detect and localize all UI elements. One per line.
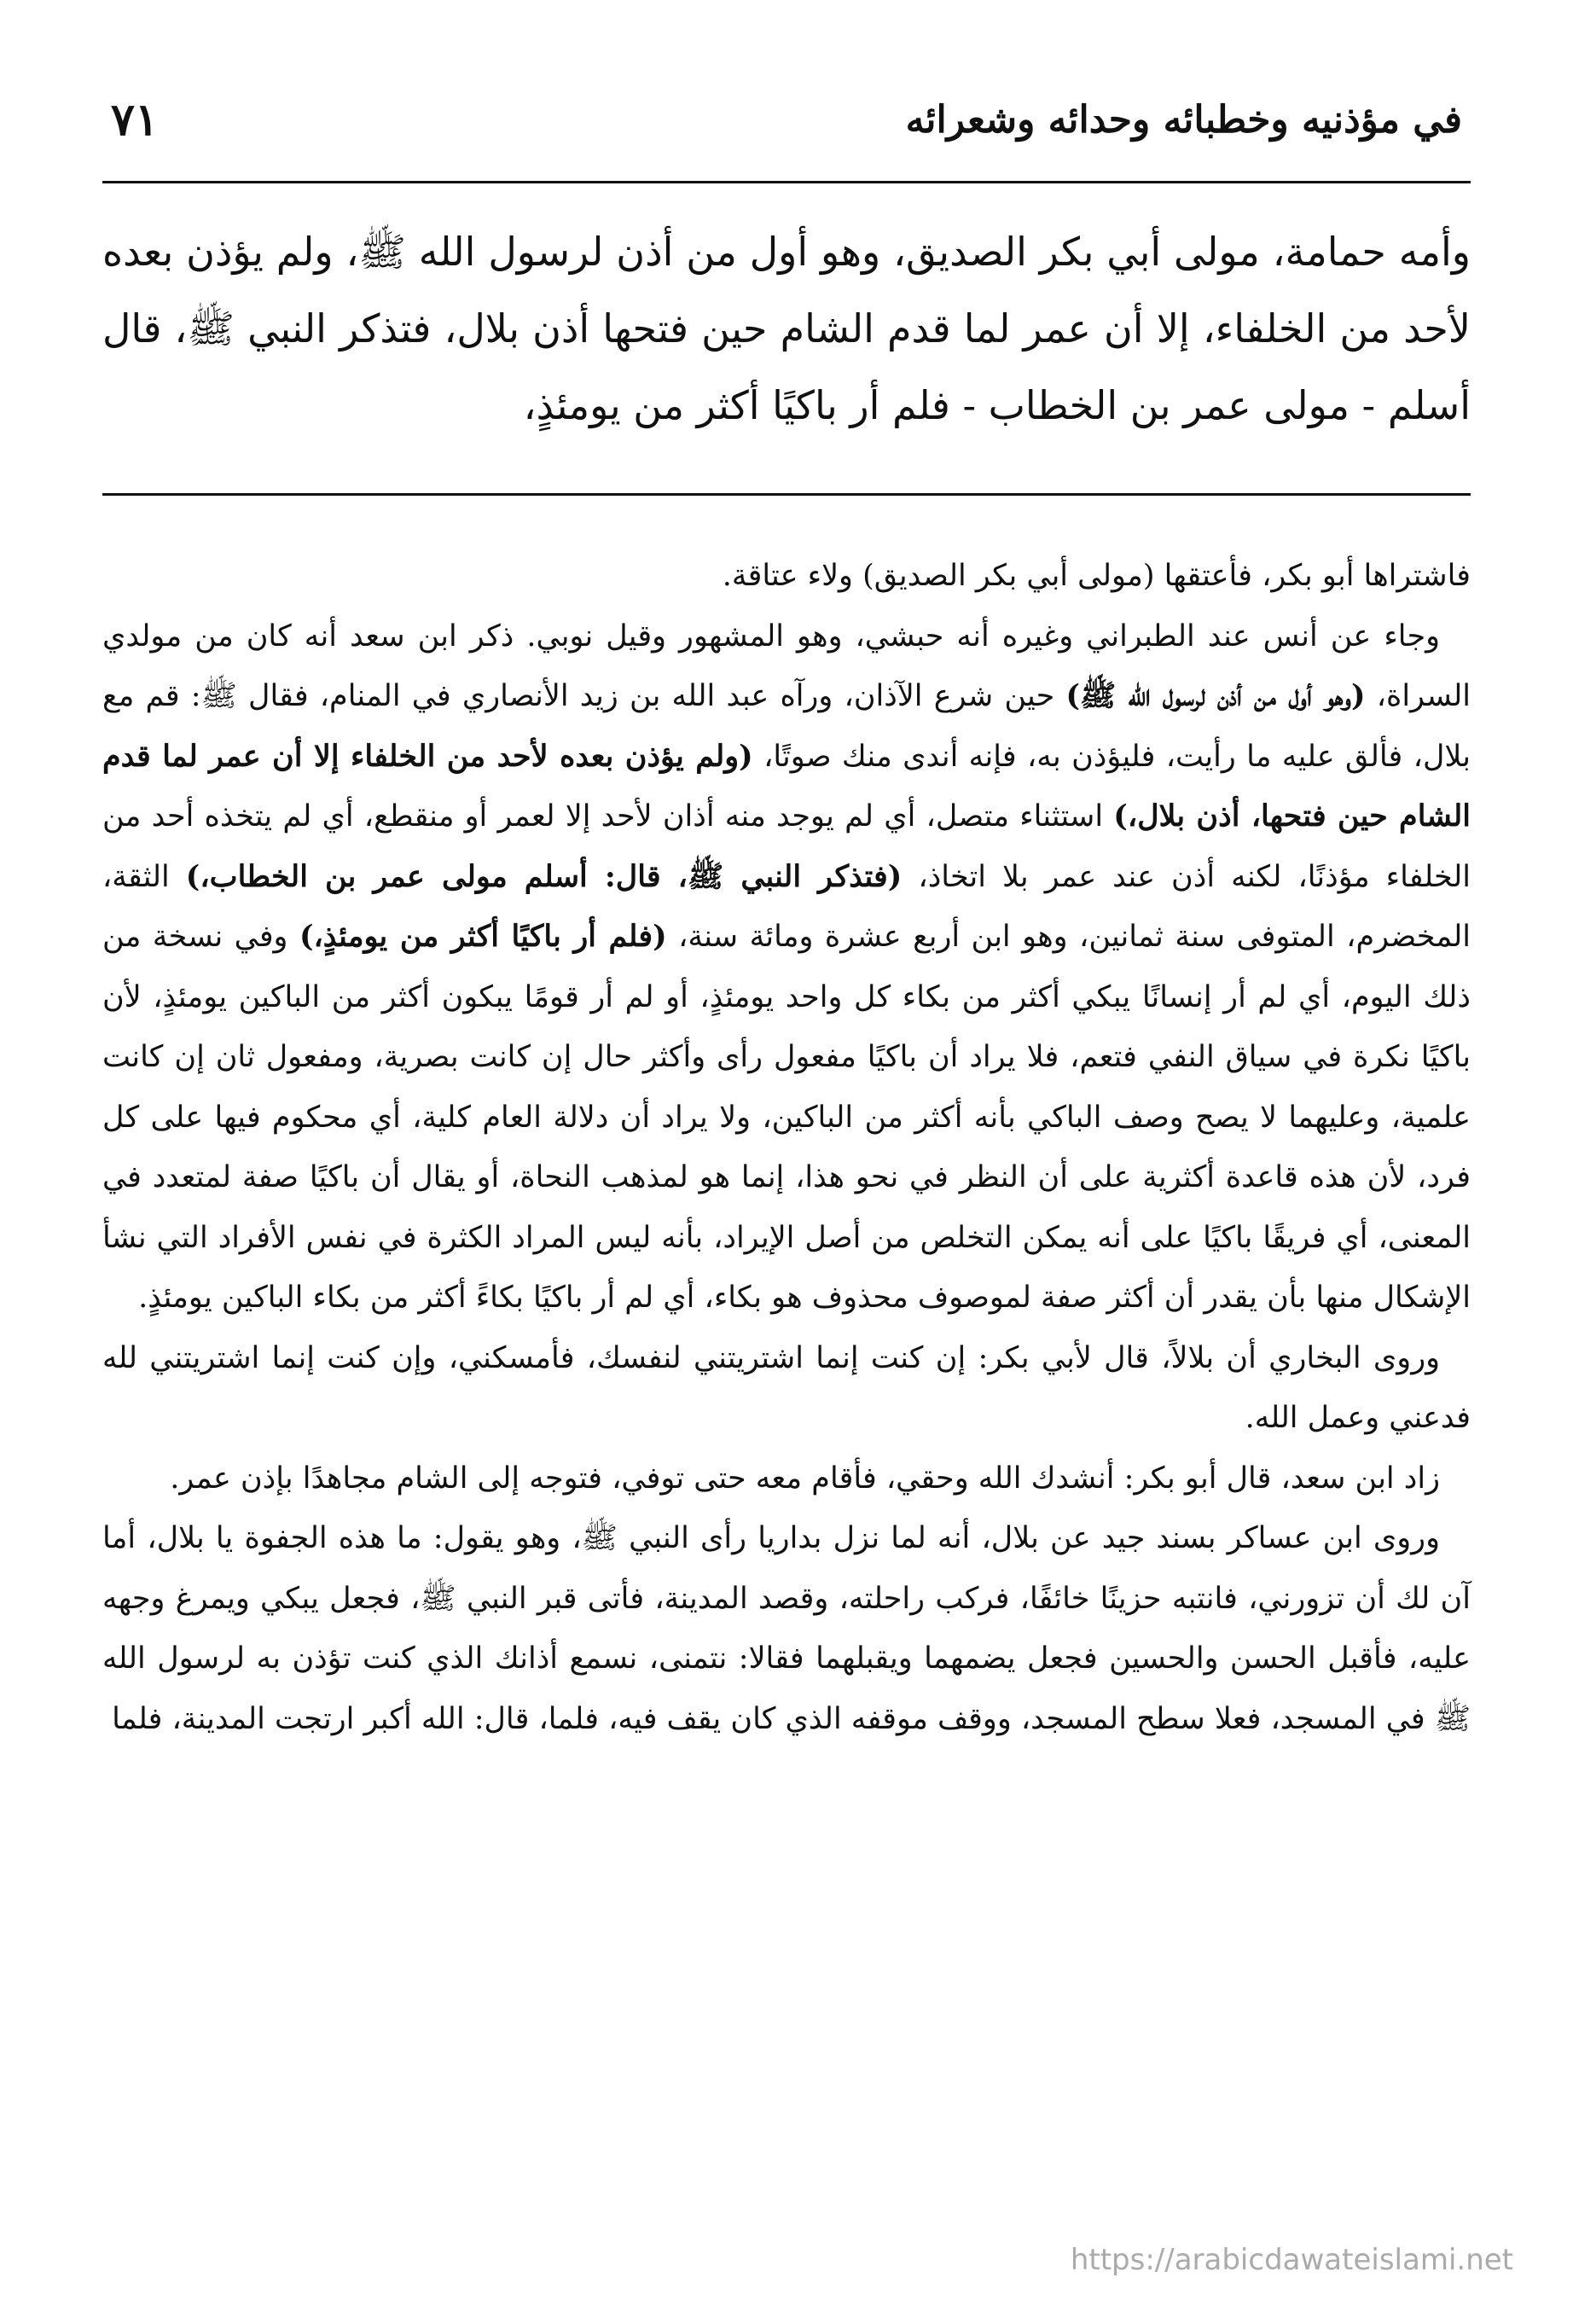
commentary-paragraph-5: وروى ابن عساكر بسند جيد عن بلال، أنه لما نزل بداريا رأى النبي ﷺ، وهو يقول: ما هذه الجفوة يا بلال، أما آن لك أن تزورني، فانتبه حزينًا خائفًا، فركب راحلته، وقصد المدينة، فأتى قبر النبي ﷺ، فجعل يبكي ويمرغ وجهه عليه، فأقبل الحسن والحسين فجعل يضمهما ويقبلهما فقالا: نتمنى، نسمع أذانك الذي كنت تؤذن به لرسول الله ﷺ في المسجد، فعلا سطح المسجد، ووقف موقفه الذي كان يقف فيه، فلما، قال: الله أكبر ارتجت المدينة، فلما [102, 1521, 1471, 1736]
commentary-paragraph-2 [102, 607, 1471, 1328]
watermark-url: https://arabicdawateislami.net [1070, 2243, 1513, 2277]
quoted-matn: (فتذكر النبي ﷺ، قال: أسلم مولى عمر بن الخطاب،) [185, 858, 903, 894]
matn-divider [102, 493, 1471, 496]
commentary-text: استثناء متصل، أي لم يوجد منه أذان لأحد إلا لعمر أو منقطع، أي لم يتخذه أحد من الخلفاء مؤذنًا، لكنه أذن عند عمر بلا اتخاذ، [102, 799, 1471, 894]
page-header [102, 85, 1471, 179]
commentary-text: حين شرع الآذان، ورآه عبد الله بن زيد الأنصاري في المنام، فقال ﷺ: قم مع بلال، فألق عليه ما رأيت، فليؤذن به، فإنه أندى منك صوتًا، [102, 679, 1471, 774]
header-divider [102, 181, 1471, 183]
commentary-body [102, 546, 1471, 1749]
matn-text: وأمه حمامة، مولى أبي بكر الصديق، وهو أول من أذن لرسول الله ﷺ، ولم يؤذن بعده لأحد من الخلفاء، إلا أن عمر لما قدم الشام حين فتحها أذن بلال، فتذكر النبي ﷺ، قال أسلم - مولى عمر بن الخطاب - فلم أر باكيًا أكثر من يومئذٍ، [102, 229, 1471, 428]
quoted-matn: (ولم يؤذن بعده لأحد من الخلفاء إلا أن عمر لما قدم الشام حين فتحها، أذن بلال،) [102, 738, 1471, 834]
commentary-text: الثقة، المخضرم، المتوفى سنة ثمانين، وهو ابن أربع عشرة ومائة سنة، [102, 859, 1471, 954]
commentary-paragraph-3: وروى البخاري أن بلالاً، قال لأبي بكر: إن كنت إنما اشتريتني لنفسك، فأمسكني، وإن كنت إنما اشتريتني لله فدعني وعمل الله. [102, 1340, 1471, 1435]
commentary-paragraph-1: فاشتراها أبو بكر، فأعتقها (مولى أبي بكر الصديق) ولاء عتاقة. [722, 559, 1471, 593]
quoted-matn: (وهو أول من أذن لرسول الله ﷺ) [1065, 678, 1366, 713]
commentary-text: وجاء عن أنس عند الطبراني وغيره أنه حبشي، وهو المشهور وقيل نوبي. ذكر ابن سعد أنه كان من مولدي السراة، [102, 619, 1471, 713]
quoted-matn: (فلم أر باكيًا أكثر من يومئذٍ،) [299, 919, 667, 954]
commentary-paragraph-4: زاد ابن سعد، قال أبو بكر: أنشدك الله وحقي، فأقام معه حتى توفي، فتوجه إلى الشام مجاهدًا بإذن عمر. [170, 1461, 1440, 1496]
commentary-text: وفي نسخة من ذلك اليوم، أي لم أر إنسانًا يبكي أكثر من بكاء كل واحد يومئذٍ، أو لم أر قومًا يبكون أكثر من الباكين يومئذٍ، لأن باكيًا نكرة في سياق النفي فتعم، فلا يراد أن باكيًا مفعول رأى وأكثر حال إن كانت بصرية، ومفعول ثان إن كانت علمية، وعليهما لا يصح وصف الباكي بأنه أكثر من الباكين، ولا يراد أن دلالة العام كلية، أي محكوم فيها على كل فرد، لأن هذه قاعدة أكثرية على أن النظر في نحو هذا، إنما هو لمذهب النحاة، أو يقال أن باكيًا صفة لمتعدد في المعنى، أي فريقًا باكيًا على أنه يمكن التخلص من أصل الإيراد، بأنه ليس المراد الكثرة في نفس الأفراد التي نشأ الإشكال منها بأن يقدر أن أكثر صفة لموصوف محذوف هو بكاء، أي لم أر باكيًا بكاءً أكثر من بكاء الباكين يومئذٍ. [102, 920, 1471, 1315]
page-number: ٧١ [111, 94, 159, 146]
running-title: في مؤذنيه وخطبائه وحدائه وشعرائه [905, 98, 1462, 142]
